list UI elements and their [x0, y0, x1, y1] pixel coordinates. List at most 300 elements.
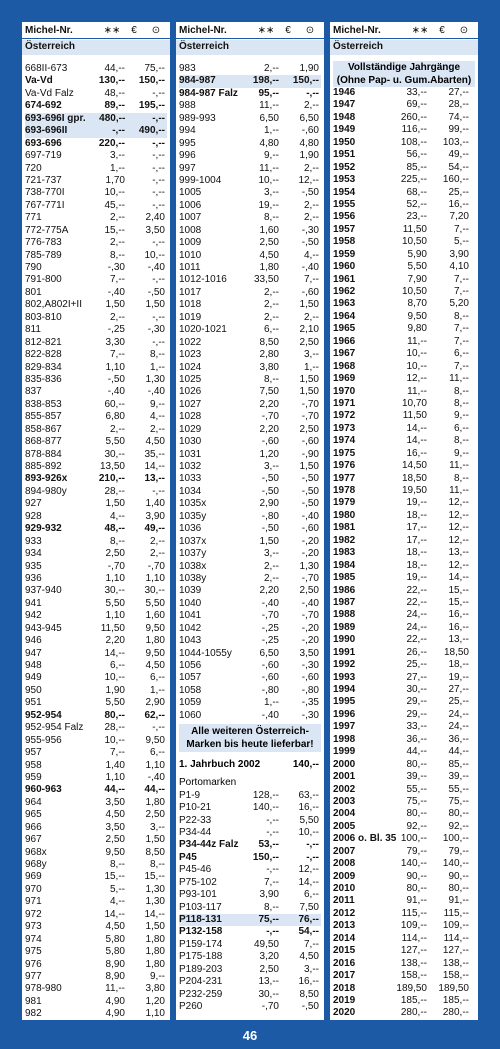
- item-number: 1954: [333, 186, 356, 198]
- year-row: [333, 174, 475, 186]
- used-price: 4,--: [150, 411, 165, 423]
- used-price: 8,--: [150, 859, 165, 870]
- used-price: 8,50: [145, 846, 165, 858]
- mint-price: 11,--: [407, 335, 427, 347]
- mint-price: 220,--: [98, 137, 125, 149]
- used-price: -,30: [301, 224, 319, 236]
- year-row: [333, 497, 475, 509]
- table-row: [25, 324, 167, 336]
- item-number: 1057: [179, 672, 202, 684]
- used-price: 62,--: [144, 709, 165, 721]
- used-price: -,60: [301, 436, 319, 448]
- used-price: 2,90: [145, 697, 165, 709]
- mint-price: 92,--: [406, 820, 427, 832]
- used-price: 6,--: [454, 348, 469, 360]
- mint-price: 79,--: [406, 845, 427, 857]
- year-row: [333, 224, 475, 236]
- used-price: 9,50: [145, 647, 165, 659]
- item-number: 2006 o. Bl. 35: [333, 833, 397, 845]
- used-price: -,20: [301, 622, 319, 634]
- item-number: 1963: [333, 298, 356, 310]
- table-row: [25, 225, 167, 237]
- mint-price: 52,--: [406, 198, 427, 210]
- item-number: P22-33: [179, 814, 212, 826]
- used-price: 44,--: [448, 746, 469, 758]
- mint-price: -,--: [266, 814, 279, 826]
- year-row: [333, 348, 475, 360]
- table-row: [179, 138, 321, 150]
- mint-price: -,25: [261, 635, 279, 647]
- item-number: 1044-1055y: [179, 647, 232, 659]
- year-row: [333, 983, 475, 995]
- year-row: [333, 821, 475, 833]
- mint-price: 11,50: [100, 622, 125, 634]
- mint-price: 1,50: [105, 299, 125, 311]
- year-row: [333, 473, 475, 485]
- mint-price: 6,80: [105, 411, 125, 423]
- used-price: 1,50: [145, 299, 165, 311]
- table-row: [25, 772, 167, 784]
- year-row: [333, 298, 475, 310]
- used-price: 1,--: [304, 361, 319, 373]
- mint-price: 2,90: [259, 498, 279, 510]
- used-price: 79,--: [448, 845, 469, 857]
- item-number: 971: [25, 896, 42, 908]
- item-number: 2020: [333, 1007, 356, 1019]
- item-number: 975: [25, 946, 42, 958]
- year-row: [333, 448, 475, 460]
- table-row: [179, 926, 321, 938]
- mint-price: 210,--: [98, 473, 125, 485]
- year-row: [333, 137, 475, 149]
- mint-price: 10,--: [104, 187, 125, 199]
- item-number: 791-800: [25, 274, 62, 286]
- item-number: 2008: [333, 858, 356, 870]
- table-row: [25, 399, 167, 411]
- item-number: 949: [25, 672, 42, 684]
- item-number: 1025: [179, 373, 202, 385]
- table-row: [25, 672, 167, 684]
- used-price: 2,--: [304, 199, 319, 211]
- table-row: [25, 921, 167, 933]
- used-price: 44,--: [144, 784, 165, 796]
- mint-price: -,40: [261, 597, 279, 609]
- used-price: -,--: [306, 851, 319, 863]
- item-number: 996: [179, 150, 196, 162]
- item-number: 1979: [333, 497, 356, 509]
- used-price: 35,--: [144, 448, 165, 460]
- mint-price: -,70: [261, 411, 279, 423]
- table-row: [25, 262, 167, 274]
- price-list: [22, 63, 170, 1021]
- used-price: -,40: [301, 597, 319, 609]
- mint-price: 10,--: [104, 734, 125, 746]
- year-row: [333, 622, 475, 634]
- mint-price: 33,--: [406, 721, 427, 733]
- item-number: 1037y: [179, 548, 207, 560]
- mint-price: 18,50: [401, 472, 427, 484]
- year-row: [333, 597, 475, 609]
- item-number: 952-954: [25, 709, 62, 721]
- item-number: 767-771I: [25, 199, 65, 211]
- item-number: 2019: [333, 994, 356, 1006]
- used-price: 15,--: [448, 596, 469, 608]
- item-number: 1992: [333, 659, 356, 671]
- item-number: P45: [179, 851, 197, 863]
- table-row: [25, 834, 167, 846]
- item-number: 1959: [333, 248, 356, 260]
- item-number: 968x: [25, 846, 47, 858]
- year-row: [333, 833, 475, 845]
- item-number: 1037x: [179, 535, 207, 547]
- item-number: 937-940: [25, 585, 62, 597]
- table-row: [25, 909, 167, 921]
- item-number: Va-Vd: [25, 75, 53, 87]
- used-price: 11,--: [449, 373, 469, 385]
- item-number: 950: [25, 684, 42, 696]
- used-price: 16,--: [448, 621, 469, 633]
- mint-price: 1,50: [105, 498, 125, 510]
- item-number: P45-46: [179, 864, 212, 876]
- table-row: [179, 75, 321, 87]
- table-row: [25, 200, 167, 212]
- used-price: 127,--: [442, 945, 469, 957]
- mint-price: 1,60: [259, 224, 279, 236]
- used-price: 27,--: [448, 87, 469, 98]
- table-row: [179, 113, 321, 125]
- mint-price: 8,90: [105, 958, 125, 970]
- table-row: [179, 486, 321, 498]
- used-price: 1,90: [299, 63, 319, 74]
- item-number: 970: [25, 883, 42, 895]
- used-price: -,70: [301, 411, 319, 423]
- mint-price: 33,50: [253, 274, 279, 286]
- mint-price: -,--: [112, 125, 125, 137]
- year-row: [333, 311, 475, 323]
- item-number: 2007: [333, 845, 356, 857]
- used-price: 30,--: [144, 585, 165, 597]
- used-price: 2,--: [304, 311, 319, 323]
- item-number: 968y: [25, 859, 47, 870]
- item-number: 1009: [179, 237, 202, 249]
- used-price: -,60: [301, 125, 319, 137]
- mint-price: 55,--: [406, 783, 427, 795]
- used-price: 5,50: [145, 597, 165, 609]
- used-price: 76,--: [298, 914, 319, 925]
- table-row: [179, 187, 321, 199]
- item-number: P34-44: [179, 826, 212, 838]
- mint-price: 10,--: [258, 174, 279, 186]
- mint-price: 13,50: [99, 461, 125, 472]
- mint-price: 115,--: [401, 907, 427, 919]
- item-number: 1972: [333, 410, 356, 422]
- mint-price: 3,50: [105, 821, 125, 833]
- item-number: P1-9: [179, 789, 201, 801]
- item-number: 1975: [333, 447, 356, 459]
- used-price: 109,--: [442, 920, 469, 932]
- item-number: 1958: [333, 236, 356, 248]
- table-row: [25, 436, 167, 448]
- mint-price: 91,--: [406, 895, 427, 907]
- item-number: 1059: [179, 697, 202, 709]
- used-price: 1,50: [299, 373, 319, 385]
- table-row: [25, 685, 167, 697]
- year-row: [333, 846, 475, 858]
- mint-price: 5,50: [407, 261, 427, 273]
- mint-price: 5,80: [105, 946, 125, 958]
- table-row: [25, 125, 167, 137]
- used-price: 1,10: [145, 572, 165, 584]
- mint-price: 3,20: [259, 951, 279, 963]
- year-row: [333, 759, 475, 771]
- item-number: 983: [179, 63, 196, 74]
- used-price: -,60: [301, 286, 319, 298]
- item-number: 1039: [179, 585, 202, 597]
- table-row: [179, 598, 321, 610]
- item-number: 972: [25, 908, 42, 920]
- table-row: [25, 511, 167, 523]
- mint-price: 4,50: [105, 921, 125, 933]
- year-row: [333, 933, 475, 945]
- used-price: 63,--: [298, 789, 319, 801]
- used-price: 2,--: [304, 100, 319, 112]
- column-3: [330, 22, 478, 1020]
- used-price: -,70: [147, 560, 165, 572]
- table-row: [179, 610, 321, 622]
- table-row: [179, 200, 321, 212]
- mint-price: 116,--: [401, 124, 427, 136]
- mint-price: 109,--: [400, 920, 427, 932]
- year-row: [333, 547, 475, 559]
- mint-price: 28,--: [104, 485, 125, 497]
- item-number: 976: [25, 958, 42, 970]
- mint-price: 18,--: [406, 559, 427, 571]
- item-number: 776-783: [25, 237, 62, 249]
- mint-price: 2,20: [259, 423, 279, 435]
- table-row: [25, 536, 167, 548]
- used-price: 6,--: [150, 747, 165, 759]
- used-price: 9,--: [454, 410, 469, 422]
- table-row: [25, 498, 167, 510]
- used-price: 185,--: [442, 994, 469, 1006]
- item-number: 1997: [333, 721, 356, 733]
- item-number: 1973: [333, 422, 356, 434]
- used-price: -,--: [152, 187, 165, 199]
- table-row: [179, 660, 321, 672]
- mint-price: 2,--: [264, 286, 279, 298]
- jahrbuch-price: 140,--: [292, 759, 319, 771]
- mint-price: 150,--: [252, 851, 279, 863]
- used-price: 2,50: [145, 809, 165, 821]
- jahrgaenge-title: Vollständige Jahrgänge (Ohne Pap- u. Gum.Abarten): [333, 61, 475, 87]
- mint-price: 3,90: [259, 889, 279, 901]
- used-price: 100,--: [442, 833, 469, 845]
- used-price: 14,--: [144, 461, 165, 472]
- item-number: P103-117: [179, 901, 222, 913]
- table-row: [25, 561, 167, 573]
- mint-price: 90,--: [406, 870, 427, 882]
- used-price: 11,--: [449, 460, 469, 472]
- used-price: 1,80: [145, 796, 165, 808]
- mint-price: 6,--: [264, 324, 279, 336]
- mint-price: 48,--: [104, 523, 125, 535]
- year-row: [333, 920, 475, 932]
- mint-price: 2,20: [105, 635, 125, 647]
- used-price: 1,10: [145, 759, 165, 771]
- mint-price: 11,50: [402, 410, 427, 422]
- used-price: 280,--: [442, 1007, 469, 1019]
- table-row: [25, 822, 167, 834]
- year-row: [333, 435, 475, 447]
- used-price: 1,50: [299, 461, 319, 472]
- year-row: [333, 585, 475, 597]
- year-row: [333, 746, 475, 758]
- used-price: 16,--: [448, 198, 469, 210]
- table-row: [179, 710, 321, 722]
- item-number: 978-980: [25, 983, 62, 995]
- mint-price: 36,--: [406, 733, 427, 745]
- item-number: 893-926x: [25, 473, 68, 485]
- item-number: 771: [25, 212, 42, 224]
- year-row: [333, 995, 475, 1007]
- mint-price: 8,--: [110, 535, 125, 547]
- table-row: [179, 902, 321, 914]
- item-number: 1965: [333, 323, 356, 335]
- item-number: 1951: [333, 149, 356, 161]
- used-price: 1,50: [145, 921, 165, 933]
- used-price: 1,50: [299, 386, 319, 398]
- item-number: 2009: [333, 870, 356, 882]
- table-row: [179, 163, 321, 175]
- item-number: 1040: [179, 597, 202, 609]
- item-number: 1031: [179, 448, 202, 460]
- used-price: 7,--: [454, 273, 469, 285]
- table-row: [25, 175, 167, 187]
- table-row: [179, 585, 321, 597]
- euro-icon: €: [439, 24, 445, 36]
- item-number: 959: [25, 771, 42, 783]
- table-row: [25, 797, 167, 809]
- item-number: 1996: [333, 708, 356, 720]
- item-number: 1024: [179, 361, 202, 373]
- table-row: [179, 877, 321, 889]
- used-price: 24,--: [448, 721, 469, 733]
- mint-price: 1,70: [105, 174, 125, 186]
- mint-price: 9,--: [264, 150, 279, 162]
- item-number: 2016: [333, 957, 356, 969]
- mint-price: -,80: [261, 510, 279, 522]
- year-row: [333, 323, 475, 335]
- table-row: [25, 150, 167, 162]
- year-row: [333, 522, 475, 534]
- table-row: [25, 971, 167, 983]
- item-number: 868-877: [25, 436, 62, 448]
- year-row: [333, 361, 475, 373]
- table-row: [25, 896, 167, 908]
- used-price: 150,--: [138, 75, 165, 87]
- used-price: 1,40: [145, 498, 165, 510]
- year-row: [333, 560, 475, 572]
- year-row: [333, 945, 475, 957]
- mint-price: 1,40: [105, 759, 125, 771]
- item-number: 989-993: [179, 112, 216, 124]
- table-row: [25, 871, 167, 883]
- mint-price: -,70: [261, 610, 279, 622]
- mint-price: 7,--: [110, 747, 125, 759]
- mint-price: 89,--: [104, 100, 125, 112]
- used-price: 1,80: [145, 958, 165, 970]
- mint-price: 5,50: [105, 597, 125, 609]
- mint-price: 2,20: [259, 398, 279, 410]
- table-row: [25, 88, 167, 100]
- table-row: [179, 436, 321, 448]
- used-price: 4,80: [299, 137, 319, 149]
- mint-price: 80,--: [104, 709, 125, 721]
- item-number: 955-956: [25, 734, 62, 746]
- mint-price: 4,90: [105, 995, 125, 1007]
- used-price: -,--: [152, 162, 165, 174]
- item-number: 1985: [333, 572, 356, 584]
- mint-price: 30,--: [258, 988, 279, 1000]
- column-header: [176, 22, 324, 39]
- used-price: 1,30: [145, 373, 165, 385]
- mint-price: 3,80: [259, 361, 279, 373]
- used-price: 12,--: [448, 559, 469, 571]
- table-row: [25, 461, 167, 473]
- mint-price: 5,50: [105, 436, 125, 448]
- item-number: 1023: [179, 349, 202, 361]
- table-row: [25, 623, 167, 635]
- used-price: -,50: [147, 286, 165, 298]
- item-number: 1962: [333, 286, 356, 297]
- used-price: 1,--: [150, 361, 165, 373]
- year-row: [333, 808, 475, 820]
- used-price: -,50: [301, 498, 319, 510]
- used-price: 7,20: [449, 211, 469, 223]
- item-number: 1989: [333, 621, 356, 633]
- item-number: 812-821: [25, 336, 62, 348]
- year-list: [330, 61, 478, 1020]
- mint-icon: ∗∗: [257, 24, 275, 36]
- mint-price: 14,--: [104, 908, 125, 920]
- table-row: [179, 672, 321, 684]
- item-number: 1026: [179, 386, 202, 398]
- table-row: [25, 747, 167, 759]
- year-row: [333, 871, 475, 883]
- mint-price: 127,--: [400, 945, 427, 957]
- item-number: 941: [25, 597, 42, 609]
- used-price: -,--: [152, 150, 165, 162]
- used-price: 3,90: [145, 510, 165, 522]
- used-price: 9,50: [145, 734, 165, 746]
- item-number: 2002: [333, 783, 356, 795]
- table-row: [25, 100, 167, 112]
- used-price: 1,80: [145, 946, 165, 958]
- table-row: [25, 1008, 167, 1020]
- table-row: [179, 839, 321, 851]
- item-number: 721-737: [25, 174, 62, 186]
- mint-price: 22,--: [406, 584, 427, 596]
- year-row: [333, 211, 475, 223]
- item-number: 994: [179, 125, 196, 137]
- used-price: 6,50: [299, 112, 319, 124]
- mint-price: 5,50: [105, 697, 125, 709]
- used-price: 7,--: [454, 223, 469, 235]
- mint-price: 4,50: [105, 809, 125, 821]
- table-row: [25, 598, 167, 610]
- mint-price: 8,70: [407, 298, 427, 310]
- used-price: 14,--: [144, 908, 165, 920]
